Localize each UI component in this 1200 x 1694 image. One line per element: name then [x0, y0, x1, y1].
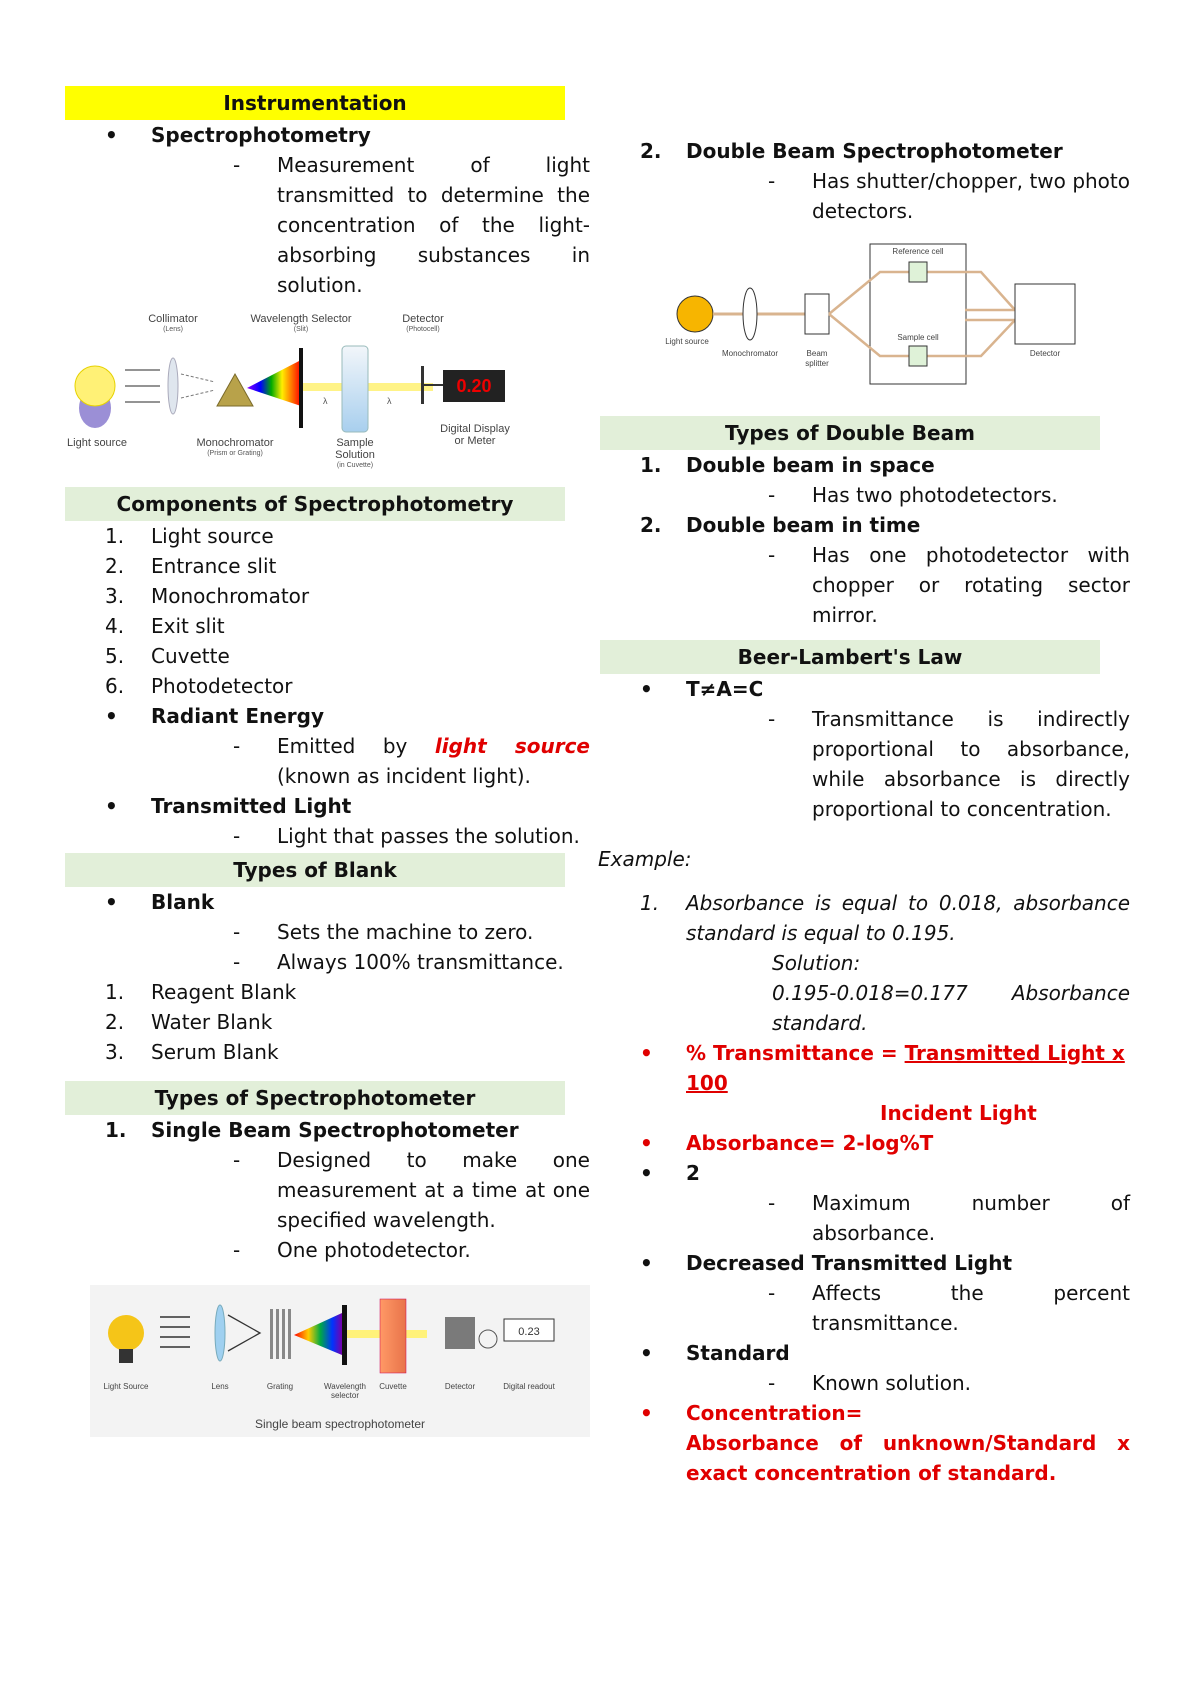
bullet-percent-transmittance — [600, 1038, 1130, 1098]
bullet-decreased-transmitted-light: • Decreased Transmitted Light — [600, 1248, 1130, 1278]
label-sample-sub: (in Cuvette) — [336, 462, 374, 469]
spectrophotometry-definition — [65, 150, 590, 300]
figure-label: Digital readout — [503, 1382, 555, 1391]
component-label: Cuvette — [151, 644, 230, 668]
transmittance-denominator: Incident Light — [880, 1101, 1037, 1125]
blank-type-label: Serum Blank — [151, 1040, 279, 1064]
dash-marker: - — [233, 824, 241, 848]
list-number: 2. — [105, 1010, 125, 1034]
component-item — [65, 611, 590, 641]
dash-marker: - — [233, 153, 241, 177]
components-list — [65, 521, 590, 701]
decreased-definition — [600, 1278, 1130, 1338]
bullet-radiant-energy: • Radiant Energy — [65, 701, 590, 731]
list-number: 6. — [105, 674, 125, 698]
label-detector: Detector — [402, 313, 444, 325]
dash-marker: - — [233, 1238, 241, 1262]
blank-type-item — [65, 977, 590, 1007]
double-beam-label: Double Beam Spectrophotometer — [686, 139, 1063, 163]
list-number: 1. — [105, 1118, 127, 1142]
label-or-meter: or Meter — [454, 435, 496, 447]
list-number: 2. — [105, 554, 125, 578]
list-number: 2. — [640, 139, 662, 163]
collimated-rays-icon — [181, 374, 215, 398]
solution-tail: Absorbance — [1011, 981, 1130, 1005]
spectrum-fan-icon — [294, 1313, 342, 1355]
double-beam-diagram — [665, 232, 1105, 404]
label-collimator: Collimator — [148, 313, 198, 325]
example-item — [600, 888, 1130, 948]
solution-equation — [600, 978, 1130, 1008]
label-sample-cell: Sample cell — [897, 333, 939, 342]
dispersed-spectrum-icon — [247, 360, 301, 406]
list-number: 4. — [105, 614, 125, 638]
dash-marker: - — [233, 950, 241, 974]
decreased-definition-text: Affects the percent transmittance. — [812, 1281, 1130, 1335]
label-lambda-2: λ — [387, 396, 392, 406]
section-header-components: Components of Spectrophotometry — [65, 487, 565, 521]
label-collimator-sub: (Lens) — [163, 326, 183, 333]
section-header-types-of-spectrophotometer: Types of Spectrophotometer — [65, 1081, 565, 1115]
section-header-types-of-double-beam: Types of Double Beam — [600, 416, 1100, 450]
single-beam-definition-1 — [65, 1145, 590, 1235]
double-beam-time-text: Has one photodetector with chopper or rotating sector mirror. — [812, 543, 1130, 627]
cuvette-icon — [380, 1299, 406, 1373]
bullet-two: • 2 — [600, 1158, 1130, 1188]
display-reading: 0.20 — [456, 376, 492, 396]
radiant-text-post: (known as incident light). — [277, 764, 531, 788]
two-definition-text: Maximum number of absorbance. — [812, 1191, 1130, 1245]
section-header-instrumentation: Instrumentation — [65, 86, 565, 120]
double-beam-definition — [600, 166, 1130, 226]
component-item — [65, 521, 590, 551]
label-digital-display: Digital Display — [440, 423, 510, 435]
solution-equation-text: 0.195-0.018=0.177 — [772, 981, 968, 1005]
dash-marker: - — [768, 169, 776, 193]
figure-label: Light Source — [103, 1382, 149, 1391]
monochromator-lens-icon — [743, 288, 757, 340]
solution-tail-2: standard. — [772, 1011, 868, 1035]
label-sample-solution: Solution — [335, 449, 375, 461]
double-beam-time-heading — [600, 510, 1130, 540]
figure-label: Grating — [266, 1382, 294, 1391]
list-number: 1. — [105, 524, 125, 548]
list-number: 3. — [105, 584, 125, 608]
detector-icon — [445, 1317, 475, 1349]
figure-label: Detector — [444, 1382, 476, 1391]
two-definition — [600, 1188, 1130, 1248]
collimator-lens-icon — [168, 358, 178, 414]
double-beam-time-definition — [600, 540, 1130, 630]
section-header-types-of-blank: Types of Blank — [65, 853, 565, 887]
figure-label: Cuvette — [379, 1382, 407, 1391]
label-lambda-1: λ — [323, 396, 328, 406]
blank-type-item — [65, 1007, 590, 1037]
transmittance-numerator: Transmitted Light x 100 — [686, 1041, 1125, 1095]
spectrophotometry-definition-text: Measurement of light transmitted to determine the concentration of the light-absorbing substances in solution. — [277, 153, 590, 297]
light-source-icon — [677, 296, 713, 332]
dash-marker: - — [768, 543, 776, 567]
label-detector: Detector — [1029, 349, 1061, 358]
bullet-concentration: • Concentration= — [600, 1398, 1130, 1428]
bullet-standard: • Standard — [600, 1338, 1130, 1368]
bullet-beer-lambert: • T≠A=C — [600, 674, 1130, 704]
sample-cell-icon — [909, 346, 927, 366]
label-beam: Beam — [806, 349, 828, 358]
photocell-icon — [421, 366, 424, 404]
cuvette-icon — [342, 346, 368, 432]
dash-marker: - — [233, 734, 241, 758]
light-rays-icon — [125, 370, 160, 402]
figure-caption: Single beam spectrophotometer — [254, 1417, 426, 1431]
dash-marker: - — [768, 1281, 776, 1305]
list-number: 1. — [640, 453, 662, 477]
component-label: Exit slit — [151, 614, 225, 638]
list-number: 1. — [105, 980, 125, 1004]
double-beam-time-label: Double beam in time — [686, 513, 921, 537]
blank-definition-1 — [65, 917, 590, 947]
label-monochromator: Monochromator — [721, 349, 779, 358]
list-number: 5. — [105, 644, 125, 668]
focus-lines-icon — [228, 1315, 260, 1351]
transmitted-light-definition — [65, 821, 590, 851]
spectrophotometer-diagram — [65, 308, 565, 483]
blank-definition-1-text: Sets the machine to zero. — [277, 920, 534, 944]
list-number: 1. — [640, 891, 660, 915]
single-beam-definition-2-text: One photodetector. — [277, 1238, 471, 1262]
left-column — [65, 86, 590, 1437]
transmittance-formula-prefix: % Transmittance = — [686, 1041, 905, 1065]
label-splitter: splitter — [805, 359, 829, 368]
label-light-source: Light source — [665, 337, 709, 346]
standard-definition — [600, 1368, 1130, 1398]
right-column — [600, 136, 1130, 1488]
beam-splitter-icon — [805, 294, 829, 334]
light-bulb-icon — [75, 366, 115, 406]
bulb-socket-icon — [119, 1349, 133, 1363]
double-beam-space-heading — [600, 450, 1130, 480]
single-beam-definition-1-text: Designed to make one measurement at a time at one specified wavelength. — [277, 1148, 590, 1232]
beer-lambert-definition — [600, 704, 1130, 824]
dash-marker: - — [768, 483, 776, 507]
label-light-source: Light source — [67, 437, 127, 449]
label-detector-sub: (Photocell) — [406, 326, 440, 333]
blank-definition-2 — [65, 947, 590, 977]
list-number: 3. — [105, 1040, 125, 1064]
slit-icon — [299, 348, 303, 428]
grating-icon — [270, 1309, 291, 1359]
dash-marker: - — [768, 707, 776, 731]
radiant-text-pre: Emitted by — [277, 734, 435, 758]
blank-type-label: Water Blank — [151, 1010, 273, 1034]
figure-label: Wavelength — [324, 1382, 366, 1391]
transmitted-light-text: Light that passes the solution. — [277, 824, 580, 848]
blank-list — [65, 977, 590, 1067]
example-text: Absorbance is equal to 0.018, absorbance standard is equal to 0.195. — [686, 891, 1130, 945]
dash-marker: - — [768, 1191, 776, 1215]
component-item — [65, 671, 590, 701]
component-label: Monochromator — [151, 584, 310, 608]
blank-type-item — [65, 1037, 590, 1067]
bullet-absorbance-formula: • Absorbance= 2-log%T — [600, 1128, 1130, 1158]
arrow-rays-icon — [160, 1317, 190, 1347]
double-beam-space-text: Has two photodetectors. — [812, 483, 1058, 507]
concentration-formula: Absorbance of unknown/Standard x exact concentration of standard. — [686, 1431, 1130, 1485]
bullet-blank: • Blank — [65, 887, 590, 917]
label-sample: Sample — [336, 437, 374, 449]
label-wavelength-selector-sub: (Slit) — [293, 326, 309, 333]
bullet-transmitted-light: • Transmitted Light — [65, 791, 590, 821]
double-beam-space-label: Double beam in space — [686, 453, 935, 477]
radiant-energy-definition — [65, 731, 590, 791]
readout-value: 0.23 — [518, 1326, 540, 1338]
light-bulb-icon — [108, 1315, 144, 1351]
detector-icon — [1015, 284, 1075, 344]
wavelength-selector-icon — [342, 1305, 347, 1365]
label-monochromator: Monochromator — [196, 437, 274, 449]
solution-label: Solution: — [772, 951, 861, 975]
component-label: Entrance slit — [151, 554, 277, 578]
dash-marker: - — [233, 1148, 241, 1172]
reference-cell-icon — [909, 262, 927, 282]
label-wavelength-selector: Wavelength Selector — [250, 313, 352, 325]
component-label: Photodetector — [151, 674, 293, 698]
label-monochromator-sub: (Prism or Grating) — [207, 450, 263, 457]
lens-icon — [215, 1305, 225, 1361]
component-label: Light source — [151, 524, 274, 548]
standard-definition-text: Known solution. — [812, 1371, 971, 1395]
single-beam-definition-2 — [65, 1235, 590, 1265]
example-label: Example: — [598, 847, 692, 871]
component-item — [65, 581, 590, 611]
label-reference-cell: Reference cell — [892, 247, 944, 256]
single-beam-label: Single Beam Spectrophotometer — [151, 1118, 519, 1142]
component-item — [65, 641, 590, 671]
blank-type-label: Reagent Blank — [151, 980, 297, 1004]
double-beam-space-definition — [600, 480, 1130, 510]
radiant-text-highlight: light source — [434, 734, 590, 758]
double-beam-definition-text: Has shutter/chopper, two photo detectors. — [812, 169, 1130, 223]
dash-marker: - — [768, 1371, 776, 1395]
blank-definition-2-text: Always 100% transmittance. — [277, 950, 564, 974]
detector-lens-icon — [479, 1330, 497, 1348]
bullet-spectrophotometry: • Spectrophotometry — [65, 120, 590, 150]
beer-lambert-text: Transmittance is indirectly proportional to absorbance, while absorbance is directly proportional to concentration. — [812, 707, 1130, 821]
component-item — [65, 551, 590, 581]
section-header-beer-lambert: Beer-Lambert's Law — [600, 640, 1100, 674]
single-beam-diagram — [90, 1285, 590, 1437]
prism-icon — [217, 374, 253, 406]
figure-label: Lens — [211, 1382, 229, 1391]
single-beam-heading — [65, 1115, 590, 1145]
figure-label-selector: selector — [330, 1391, 360, 1400]
double-beam-heading — [600, 136, 1130, 166]
list-number: 2. — [640, 513, 662, 537]
dash-marker: - — [233, 920, 241, 944]
